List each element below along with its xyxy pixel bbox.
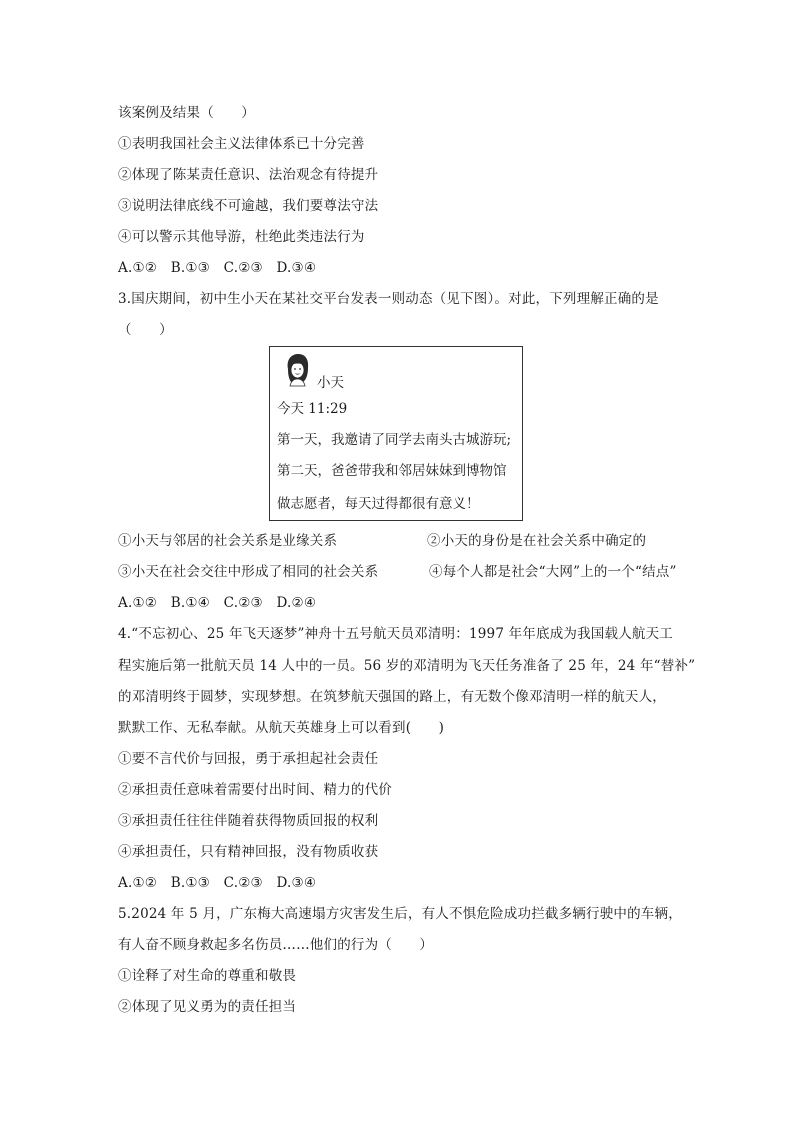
q4-option-1: ①要不言代价与回报，勇于承担起社会责任 xyxy=(118,751,379,767)
q5-stem-line: 5.2024 年 5 月，广东梅大高速塌方灾害发生后，有人不惧危险成功拦截多辆行驶中的车辆， xyxy=(118,906,682,922)
q4-stem-line: 4.“不忘初心、25 年飞天逐梦”神舟十五号航天员邓清明：1997 年年底成为我国载人航天工 xyxy=(118,626,673,642)
avatar-icon xyxy=(282,353,312,387)
post-time: 今天 11:29 xyxy=(277,401,348,417)
post-line-2: 第二天，爸爸带我和邻居妹妹到博物馆 xyxy=(277,463,507,479)
q4-option-3: ③承担责任往往伴随着获得物质回报的权利 xyxy=(118,813,379,829)
post-username: 小天 xyxy=(317,375,344,391)
q2-option-4: ④可以警示其他导游，杜绝此类违法行为 xyxy=(118,229,365,245)
q2-option-2: ②体现了陈某责任意识、法治观念有待提升 xyxy=(118,167,379,183)
q4-option-2: ②承担责任意味着需要付出时间、精力的代价 xyxy=(118,782,392,798)
q3-option-1: ①小天与邻居的社会关系是业缘关系 xyxy=(118,533,338,549)
q2-stem: 该案例及结果（ ） xyxy=(118,105,255,121)
q3-choices: A.①② B.①④ C.②③ D.②④ xyxy=(118,595,317,611)
q5-option-2: ②体现了见义勇为的责任担当 xyxy=(118,999,297,1015)
q2-option-3: ③说明法律底线不可逾越，我们要尊法守法 xyxy=(118,198,379,214)
q3-option-2: ②小天的身份是在社会关系中确定的 xyxy=(427,533,647,549)
post-line-1: 第一天，我邀请了同学去南头古城游玩; xyxy=(277,432,512,448)
q3-option-3: ③小天在社会交往中形成了相同的社会关系 xyxy=(118,564,379,580)
q4-stem-line: 程实施后第一批航天员 14 人中的一员。56 岁的邓清明为飞天任务准备了 25 年，24 年“替补” xyxy=(118,658,696,674)
q4-option-4: ④承担责任，只有精神回报，没有物质收获 xyxy=(118,844,379,860)
q3-stem-paren: （ ） xyxy=(118,322,173,338)
q4-stem-line: 默默工作、无私奉献。从航天英雄身上可以看到( ) xyxy=(118,720,445,736)
q3-stem: 3.国庆期间，初中生小天在某社交平台发表一则动态（见下图）。对此，下列理解正确的是 xyxy=(118,291,659,307)
post-line-3: 做志愿者，每天过得都很有意义！ xyxy=(277,496,480,512)
q4-stem-line: 的邓清明终于圆梦，实现梦想。在筑梦航天强国的路上，有无数个像邓清明一样的航天人， xyxy=(118,689,666,705)
social-post-card xyxy=(269,346,523,521)
q2-choices: A.①② B.①③ C.②③ D.③④ xyxy=(118,260,317,276)
q2-option-1: ①表明我国社会主义法律体系已十分完善 xyxy=(118,136,365,152)
q4-choices: A.①② B.①③ C.②③ D.③④ xyxy=(118,875,317,891)
q5-stem-line: 有人奋不顾身救起多名伤员……他们的行为（ ） xyxy=(118,937,434,953)
q5-option-1: ①诠释了对生命的尊重和敬畏 xyxy=(118,968,297,984)
q3-option-4: ④每个人都是社会“大网”上的一个“结点” xyxy=(429,564,677,580)
